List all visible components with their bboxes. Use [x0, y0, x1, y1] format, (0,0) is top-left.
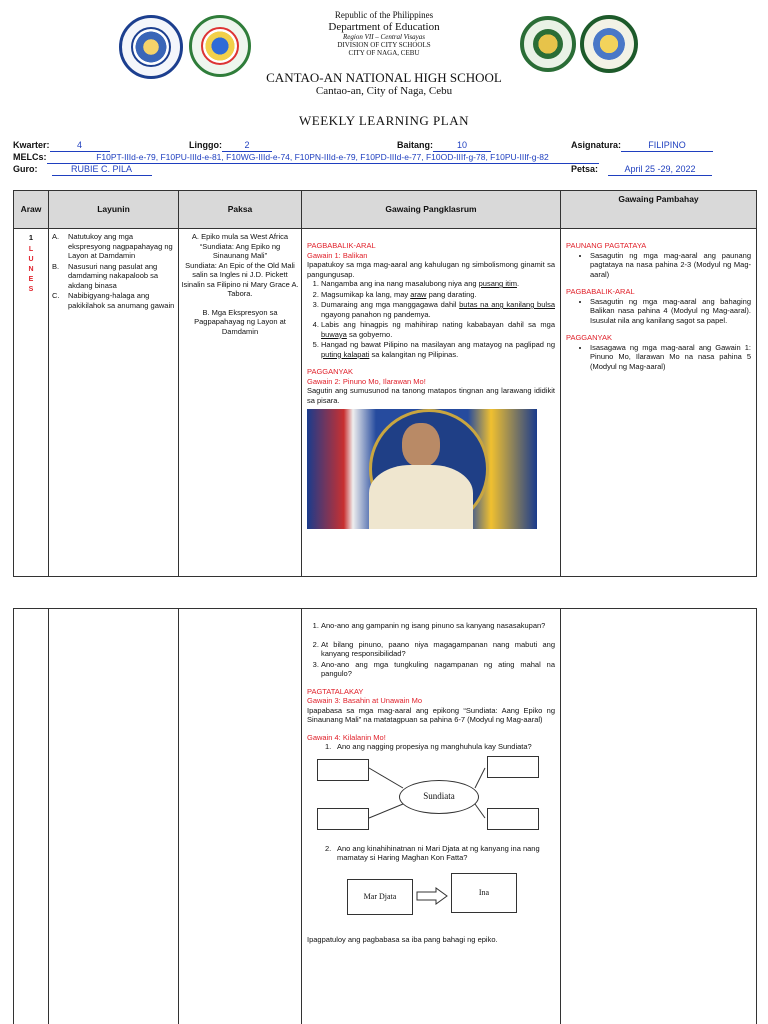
city-line: CITY OF NAGA, CEBU — [348, 49, 420, 57]
plan-table-page-2 — [13, 608, 757, 1024]
baitang-field: Baitang: 10 — [397, 140, 491, 152]
petsa-field: Petsa: April 25 -29, 2022 — [571, 164, 712, 176]
col-gawaing-pangklasrum: Gawaing Pangklasrum — [302, 191, 561, 229]
linggo-value: 2 — [222, 140, 272, 152]
gawain-1-heading: Gawain 1: Balikan — [307, 250, 368, 260]
blank-box-bottom-right — [487, 808, 539, 830]
guro-field: Guro: RUBIE C. PILA — [13, 164, 152, 176]
region-line: Region VII – Central Visayas — [343, 33, 425, 41]
symbolism-list: 1. Nangamba ang ina nang masalubong niya ang pusang itim. 2. Magsumikap ka lang, may araw pang darating. 3. Dumaraing ang mga manggagawa dahil butas na ang kanilang bulsa ngayong panahon ng pandemya. 4. Labis ang hinagpis ng mahihirap nating kababayan dahil sa mga buwaya sa gobyerno. 5. Hangad ng bawat Pilipino na masilayan ang matayog na paglipad ng puting kalapati sa kalangitan ng Pilipinas. — [307, 279, 555, 359]
department-line: Department of Education — [328, 21, 440, 33]
kwarter-value: 4 — [50, 140, 110, 152]
kwarter-field: Kwarter: 4 — [13, 140, 110, 152]
melcs-field: MELCs: F10PT-IIId-e-79, F10PU-IIId-e-81, F10WG-IIId-e-74, F10PN-IIId-e-79, F10PD-IIId-e-77, F10OD-IIIf-g-78, F10PU-IIIf-g-82 — [13, 152, 599, 164]
president-photo — [307, 409, 537, 529]
continue-reading-note: Ipagpatuloy ang pagbabasa sa iba pang bahagi ng epiko. — [307, 934, 498, 944]
col-gawaing-pambahay: Gawaing Pambahay — [561, 191, 757, 229]
pagganyak-heading-2: PAGGANYAK — [566, 333, 612, 342]
guro-value: RUBIE C. PILA — [52, 164, 152, 176]
asignatura-field: Asignatura: FILIPINO — [571, 140, 713, 152]
school-block — [0, 71, 768, 98]
mari-djata-diagram — [307, 873, 547, 923]
layunin-cell: A. Natutukoy ang mga ekspresyong nagpapahayag ng Layon at Damdamin B. Nasusuri nang pasulat ang damdaming nakapaloob sa akdang binasa C. Nabibigyang-halaga ang pakikilahok sa anumang gawain — [49, 229, 179, 577]
school-name: CANTAO-AN NATIONAL HIGH SCHOOL — [266, 70, 502, 85]
baitang-value: 10 — [433, 140, 491, 152]
gawain-4-heading: Gawain 4: Kilalanin Mo! — [307, 732, 386, 742]
col-paksa: Paksa — [179, 191, 302, 229]
gawaing-pangklasrum-cell-2: 1. Ano-ano ang gampanin ng isang pinuno sa kanyang nasasakupan? 2. At bilang pinuno, paano niya magagampanan nang mabuti ang kanyang responsibilidad? 3. Ano-ano ang mga tungkuling nagampanan ng ating mahal na pangulo? PAGTATALAKAY Gawain 3: Basahin at Unawain Mo Ipapabasa sa mga mag-aaral ang epikong “Sundiata: Aang Epiko ng Sinaunang Mali” na matatagpuan sa pahina 6-7 (Modyul ng Mag-aaral) Gawain 4: Kilalanin Mo! 1. Ano ang nagging propesiya ng manghuhula kay Sundiata? Sundiata 2. Ano ang kinahihinatnan ni Mari Djata at ng kanyang ina nang mamatay si Haring Maghan Kon Fatta? Mar Djata Ina Ipagpatuloy ang pagbabasa sa iba pang bahagi ng epiko. — [302, 609, 561, 1024]
day-letters: L U N E S — [28, 245, 34, 293]
letterhead — [0, 10, 768, 57]
document-title: WEEKLY LEARNING PLAN — [299, 113, 469, 128]
plan-table-page-1 — [13, 190, 757, 577]
blank-box-bottom-left — [317, 808, 369, 830]
gawaing-pambahay-cell: PAUNANG PAGTATAYA • Sasagutin ng mga mag-aaral ang paunang pagtataya na nasa pahina 2-3 (Modyul ng Mag-aaral) PAGBABALIK-ARAL • Sasagutin ng mga mag-aaral ang bahaging Balikan nasa pahina 4 (Modyul ng Mag-aaral). Isusulat nila ang kanilang sagot sa papel. PAGGANYAK • Isasagawa ng mga mag-aaral ang Gawain 1: Pinuno Mo, Ilarawan Mo na nasa pahina 5 (Modyul ng Mag-aaral) — [561, 229, 757, 577]
paunang-pagtataya-heading: PAUNANG PAGTATAYA — [566, 241, 647, 250]
melcs-value: F10PT-IIId-e-79, F10PU-IIId-e-81, F10WG-IIId-e-74, F10PN-IIId-e-79, F10PD-IIId-e-77, F10OD-IIIf-g-78, F10PU-IIIf-g-82 — [47, 152, 599, 164]
division-line: DIVISION OF CITY SCHOOLS — [337, 41, 431, 49]
sundiata-diagram — [307, 756, 547, 838]
gawaing-pangklasrum-cell: PAGBABALIK-ARAL Gawain 1: Balikan Ipapatukoy sa mga mag-aaral ang kahulugan ng simbolismong ginamit sa pangungusap. 1. Nangamba ang ina nang masalubong niya ang pusang itim. 2. Magsumikap ka lang, may araw pang darating. 3. Dumaraing ang mga manggagawa dahil butas na ang kanilang bulsa ngayong panahon ng pandemya. 4. Labis ang hinagpis ng mahihirap nating kababayan dahil sa mga buwaya sa gobyerno. 5. Hangad ng bawat Pilipino na masilayan ang matayog na paglipad ng puting kalapati sa kalangitan ng Pilipinas. PAGGANYAK Gawain 2: Pinuno Mo, Ilarawan Mo! Sagutin ang sumusunod na tanong matapos tingnan ang larawang ididikit sa pisara. — [302, 229, 561, 577]
gawain-2-heading: Gawain 2: Pinuno Mo, Ilarawan Mo! — [307, 376, 426, 386]
petsa-value: April 25 -29, 2022 — [608, 164, 712, 176]
linggo-field: Linggo: 2 — [189, 140, 272, 152]
asignatura-value: FILIPINO — [621, 140, 713, 152]
pagtatalakay-heading: PAGTATALAKAY — [307, 686, 364, 696]
school-address: Cantao-an, City of Naga, Cebu — [315, 85, 453, 97]
paksa-cell: A. Epiko mula sa West Africa “Sundiata: Ang Epiko ng Sinaunang Mali” Sundiata: An Epic of the Old Mali salin sa Ingles ni J.D. Pickett Isinalin sa Filipino ni Mary Grace A. Tabora. B. Mga Ekspresyon sa Pagpapahayag ng Layon at Damdamin — [179, 229, 302, 577]
leader-questions: 1. Ano-ano ang gampanin ng isang pinuno sa kanyang nasasakupan? 2. At bilang pinuno, paano niya magagampanan nang mabuti ang kanyang responsibilidad? 3. Ano-ano ang mga tungkuling nagampanan ng ating mahal na pangulo? — [307, 621, 555, 679]
col-araw: Araw — [14, 191, 49, 229]
pagganyak-heading: PAGGANYAK — [307, 367, 353, 376]
blank-box-top-left — [317, 759, 369, 781]
gawain-3-heading: Gawain 3: Basahin at Unawain Mo — [307, 696, 423, 705]
ina-box: Ina — [451, 873, 517, 913]
pagbabalik-aral-heading-2: PAGBABALIK-ARAL — [566, 287, 635, 296]
mari-djata-box: Mar Djata — [347, 879, 413, 915]
blank-box-top-right — [487, 756, 539, 778]
arrow-right-icon — [416, 887, 448, 905]
republic-line: Republic of the Philippines — [334, 10, 434, 20]
pagbabalik-aral-heading: PAGBABALIK-ARAL — [307, 241, 376, 250]
col-layunin: Layunin — [49, 191, 179, 229]
sundiata-node: Sundiata — [399, 780, 479, 814]
day-cell: 1 L U N E S — [14, 229, 49, 577]
